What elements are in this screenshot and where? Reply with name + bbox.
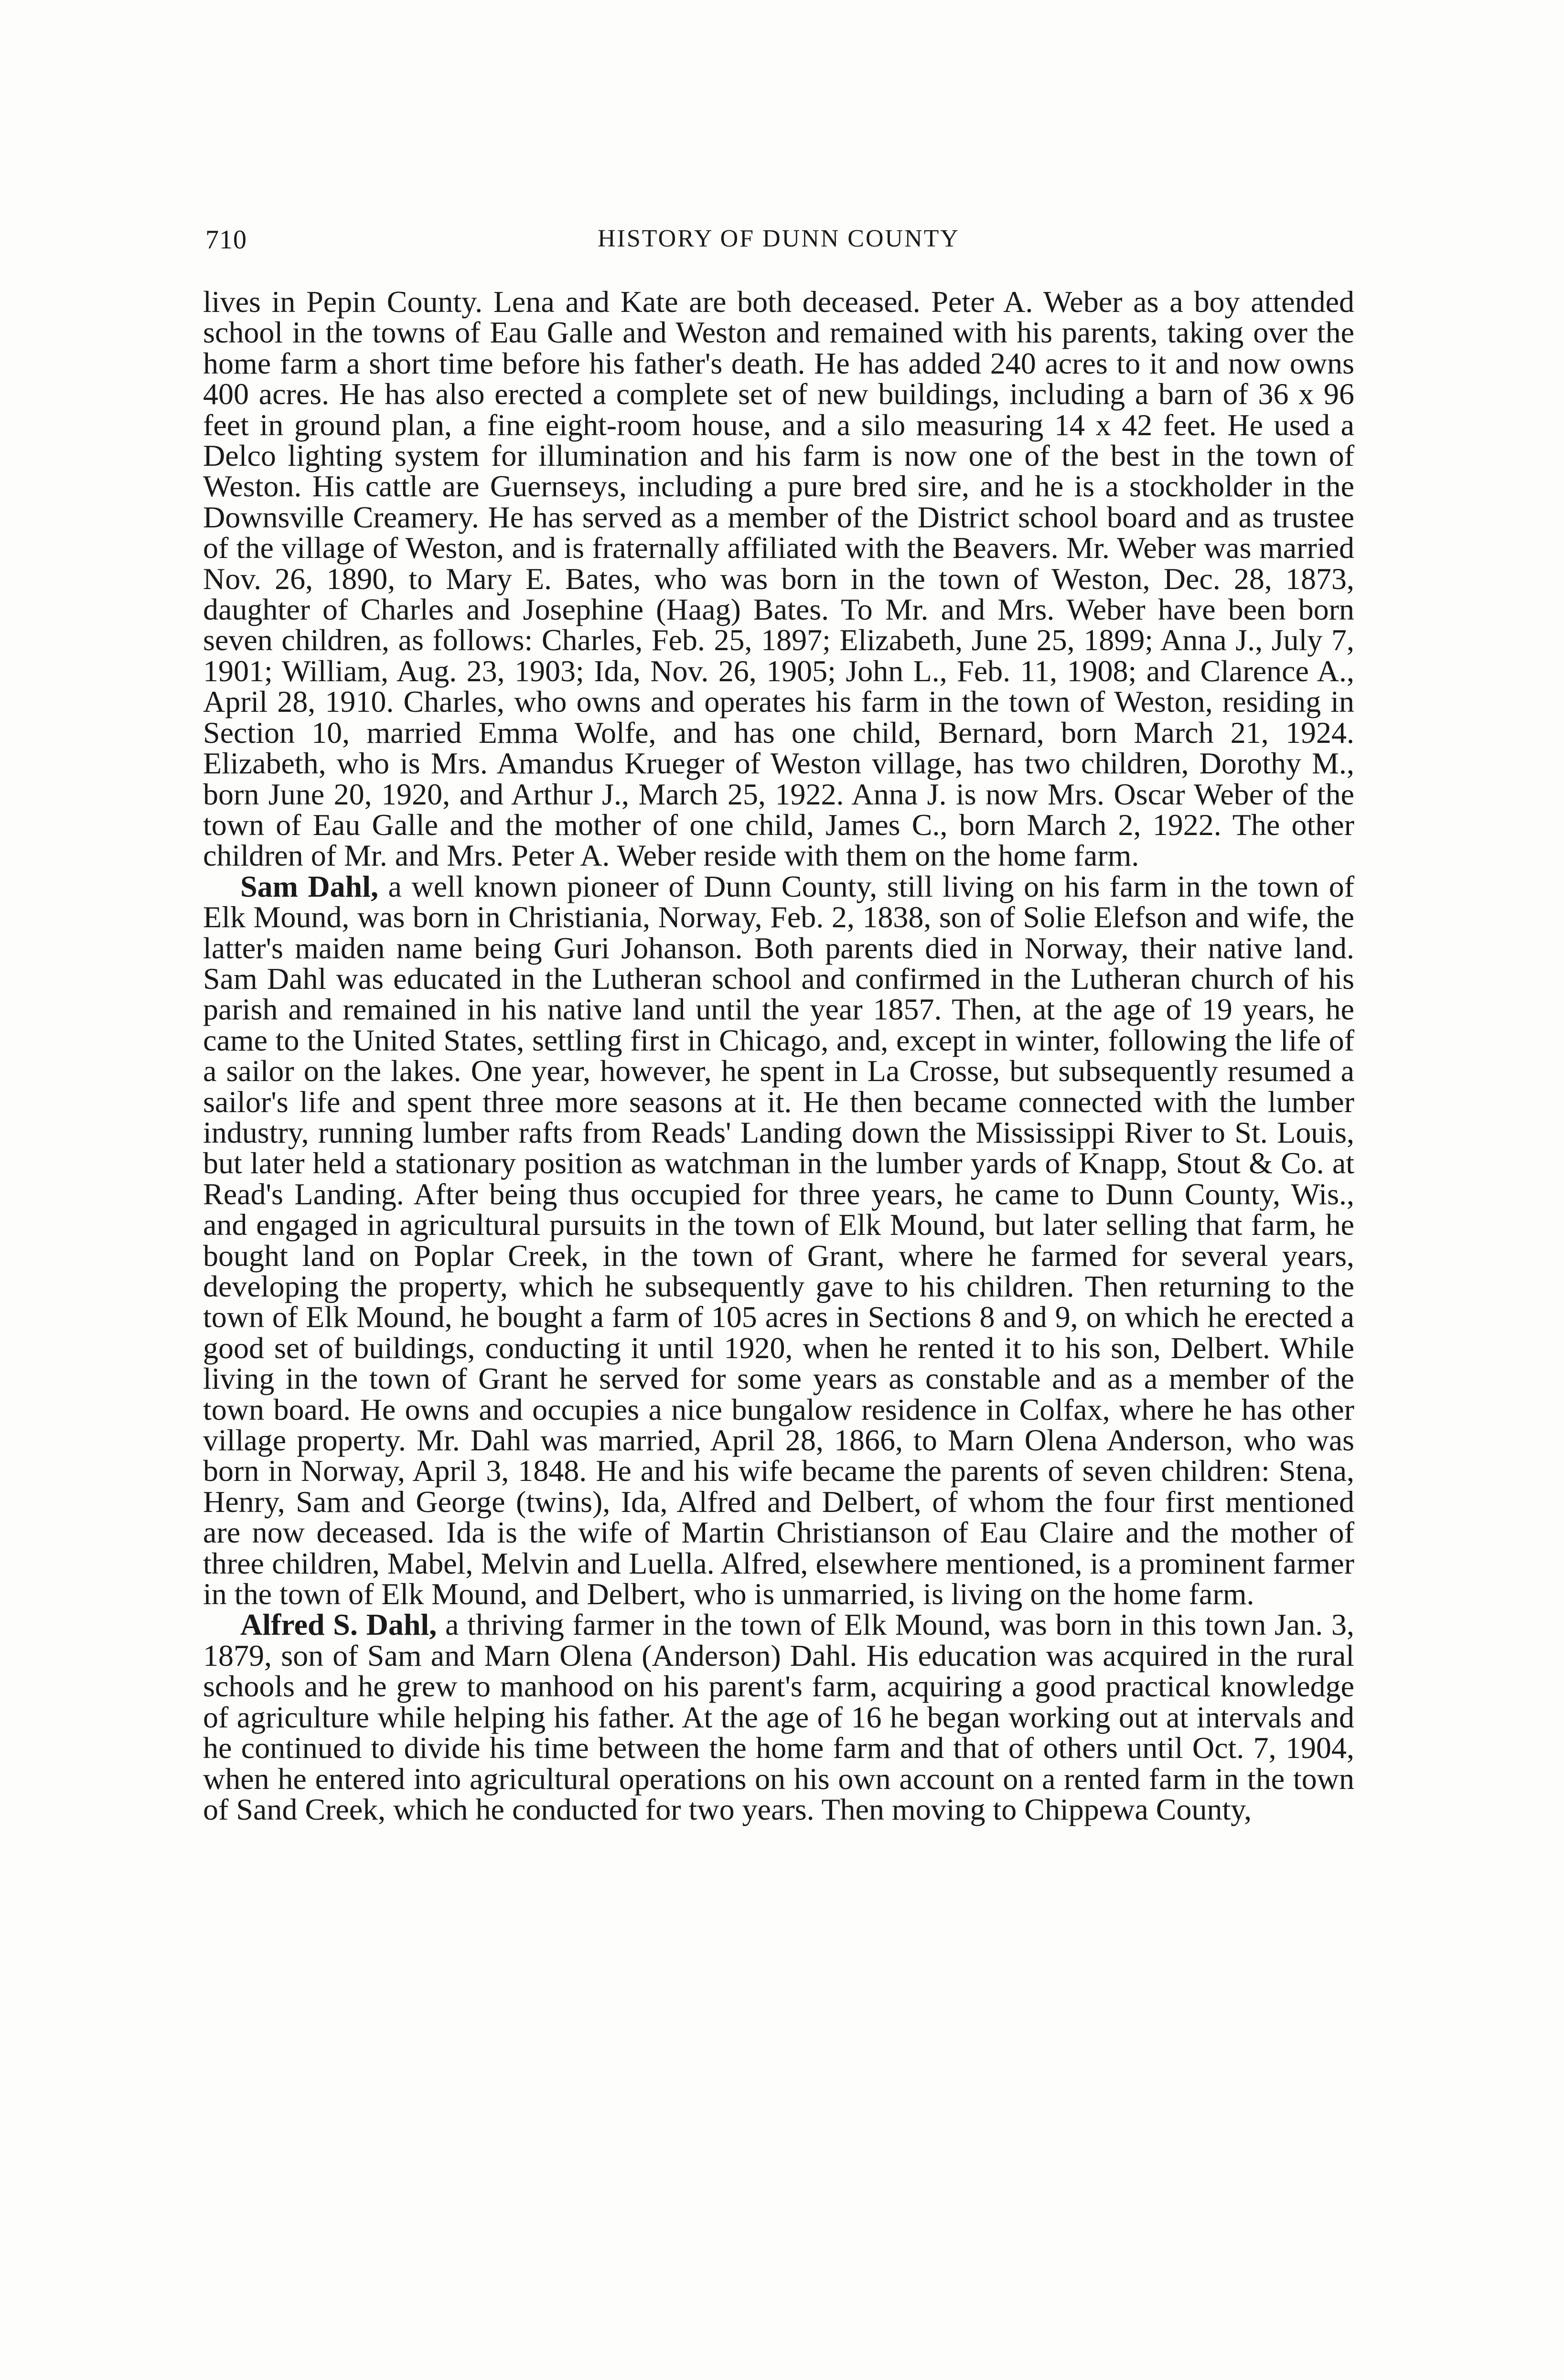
- paragraph-text: a thriving farmer in the town of Elk Mound, was born in this town Jan. 3, 1879, son of Sam and Marn Olena (Anderson) Dahl. His education was acquired in the rural schools and he grew to manhood on his parent's farm, acquiring a good practical knowledge of agriculture while helping his father. At the age of 16 he began working out at intervals and he continued to divide his time between the home farm and that of others until Oct. 7, 1904, when he entered into agricultural operations on his own account on a rented farm in the town of Sand Creek, which he conducted for two years. Then moving to Chippewa County,: [203, 1608, 1355, 1826]
- running-title: HISTORY OF DUNN COUNTY: [598, 225, 960, 252]
- body-text: [203, 287, 1354, 1825]
- paragraph-text: lives in Pepin County. Lena and Kate are both deceased. Peter A. Weber as a boy attended school in the towns of Eau Galle and Weston and remained with his parents, taking over the home farm a short time before his father's death. He has added 240 acres to it and now owns 400 acres. He has also erected a complete set of new buildings, including a barn of 36 x 96 feet in ground plan, a fine eight-room house, and a silo measuring 14 x 42 feet. He used a Delco lighting system for illumination and his farm is now one of the best in the town of Weston. His cattle are Guernseys, including a pure bred sire, and he is a stockholder in the Downsville Creamery. He has served as a member of the District school board and as trustee of the village of Weston, and is fraternally affiliated with the Beavers. Mr. Weber was married Nov. 26, 1890, to Mary E. Bates, who was born in the town of Weston, Dec. 28, 1873, daughter of Charles and Josephine (Haag) Bates. To Mr. and Mrs. Weber have been born seven children, as follows: Charles, Feb. 25, 1897; Elizabeth, June 25, 1899; Anna J., July 7, 1901; William, Aug. 23, 1903; Ida, Nov. 26, 1905; John L., Feb. 11, 1908; and Clarence A., April 28, 1910. Charles, who owns and operates his farm in the town of Weston, residing in Section 10, married Emma Wolfe, and has one child, Bernard, born March 21, 1924. Elizabeth, who is Mrs. Amandus Krueger of Weston village, has two children, Dorothy M., born June 20, 1920, and Arthur J., March 25, 1922. Anna J. is now Mrs. Oscar Weber of the town of Eau Galle and the mother of one child, James C., born March 2, 1922. The other children of Mr. and Mrs. Peter A. Weber reside with them on the home farm.: [203, 285, 1354, 873]
- paragraph-alfred-dahl: [203, 1609, 1354, 1825]
- biography-name: Sam Dahl,: [240, 869, 379, 903]
- paragraph-sam-dahl: [203, 871, 1354, 1610]
- paragraph-weber-continued: [203, 287, 1354, 871]
- paragraph-text: a well known pioneer of Dunn County, still living on his farm in the town of Elk Mound, was born in Christiania, Norway, Feb. 2, 1838, son of Solie Elefson and wife, the latter's maiden name being Guri Johanson. Both parents died in Norway, their native land. Sam Dahl was educated in the Lutheran school and confirmed in the Lutheran church of his parish and remained in his native land until the year 1857. Then, at the age of 19 years, he came to the United States, settling first in Chicago, and, except in winter, following the life of a sailor on the lakes. One year, however, he spent in La Crosse, but subsequently resumed a sailor's life and spent three more seasons at it. He then became connected with the lumber industry, running lumber rafts from Reads' Landing down the Mississippi River to St. Louis, but later held a stationary position as watchman in the lumber yards of Knapp, Stout & Co. at Read's Landing. After being thus occupied for three years, he came to Dunn County, Wis., and engaged in agricultural pursuits in the town of Elk Mound, but later selling that farm, he bought land on Poplar Creek, in the town of Grant, where he farmed for several years, developing the property, which he subsequently gave to his children. Then returning to the town of Elk Mound, he bought a farm of 105 acres in Sections 8 and 9, on which he erected a good set of buildings, conducting it until 1920, when he rented it to his son, Delbert. While living in the town of Grant he served for some years as constable and as a member of the town board. He owns and occupies a nice bungalow residence in Colfax, where he has other village property. Mr. Dahl was married, April 28, 1866, to Marn Olena Anderson, who was born in Norway, April 3, 1848. He and his wife became the parents of seven children: Stena, Henry, Sam and George (twins), Ida, Alfred and Delbert, of whom the four first mentioned are now deceased. Ida is the wife of Martin Christianson of Eau Claire and the mother of three children, Mabel, Melvin and Luella. Alfred, elsewhere mentioned, is a prominent farmer in the town of Elk Mound, and Delbert, who is unmarried, is living on the home farm.: [203, 869, 1355, 1611]
- biography-name: Alfred S. Dahl,: [240, 1608, 437, 1642]
- page-number: 710: [205, 225, 247, 255]
- running-head: [205, 225, 1352, 268]
